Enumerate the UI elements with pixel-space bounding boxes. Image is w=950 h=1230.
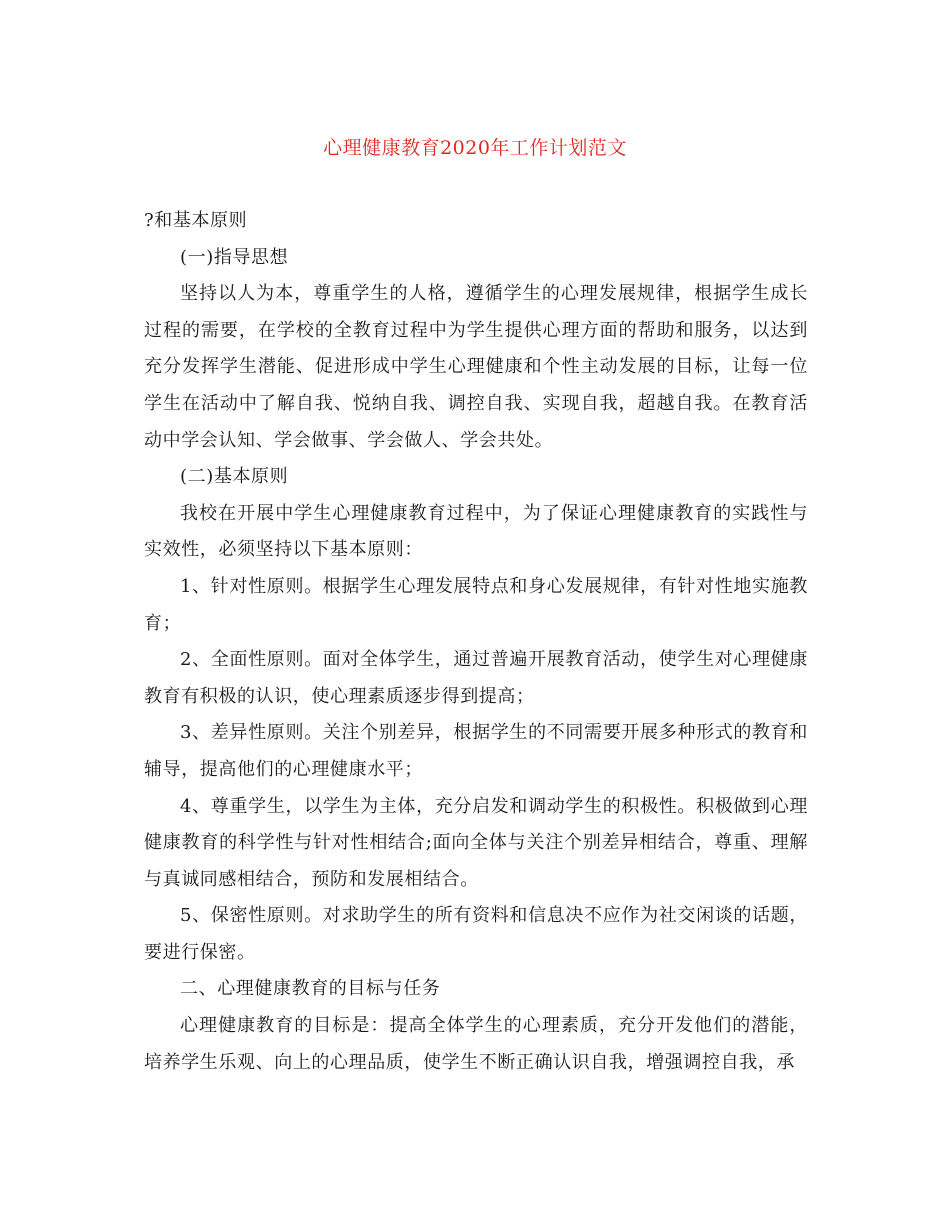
paragraph-section-two-heading: 二、心理健康教育的目标与任务 [180,978,441,1000]
paragraph-principle-3: 3、差异性原则。关注个别差异，根据学生的不同需要开展多种形式的教育和辅导，提高他们的心理健康水平； [144,722,808,780]
paragraph-principle-4: 4、尊重学生，以学生为主体，充分启发和调动学生的积极性。积极做到心理健康教育的科学性与针对性相结合;面向全体与关注个别差异相结合，尊重、理解与真诚同感相结合，预防和发展相结合。 [144,795,808,890]
paragraph-guiding-ideology: 坚持以人为本，尊重学生的人格，遵循学生的心理发展规律，根据学生成长过程的需要，在学校的全教育过程中为学生提供心理方面的帮助和服务，以达到充分发挥学生潜能、促进形成中学生心理健康和个性主动发展的目标，让每一位学生在活动中了解自我、悦纳自我、调控自我、实现自我，超越自我。在教育活动中学会认知、学会做事、学会做人、学会共处。 [144,283,808,451]
paragraph-principle-5: 5、保密性原则。对求助学生的所有资料和信息决不应作为社交闲谈的话题，要进行保密。 [144,905,808,963]
paragraph-goals: 心理健康教育的目标是：提高全体学生的心理素质，充分开发他们的潜能，培养学生乐观、向上的心理品质，使学生不断正确认识自我，增强调控自我，承 [144,1015,808,1073]
paragraph-basic-principles-heading: (二)基本原则 [180,466,289,488]
paragraph-principle-2: 2、全面性原则。面对全体学生，通过普遍开展教育活动，使学生对心理健康教育有积极的认识，使心理素质逐步得到提高； [144,649,808,707]
paragraph-guiding-ideology-heading: (一)指导思想 [180,246,289,268]
paragraph-basic-principles-intro: 我校在开展中学生心理健康教育过程中，为了保证心理健康教育的实践性与实效性，必须坚持以下基本原则： [144,502,808,561]
paragraph-heading-principles: ?和基本原则 [144,210,248,231]
paragraph-principle-1: 1、针对性原则。根据学生心理发展特点和身心发展规律，有针对性地实施教育； [144,575,808,634]
document-title: 心理健康教育2020年工作计划范文 [323,137,627,159]
document-body [144,203,808,1081]
